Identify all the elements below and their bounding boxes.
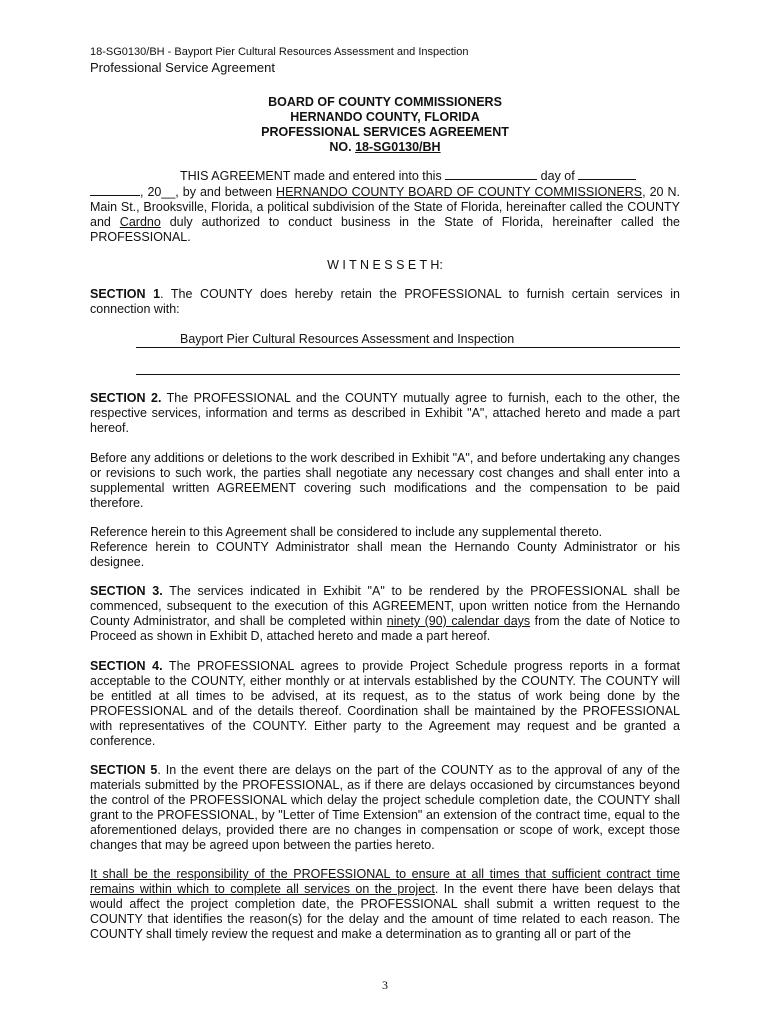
month-blank xyxy=(578,168,636,180)
agreement-title xyxy=(90,95,680,155)
month-blank-cont xyxy=(90,184,140,196)
section-4: SECTION 4. The PROFESSIONAL agrees to provide Project Schedule progress reports in a format acceptable to the COUNTY, either monthly or at intervals established by the COUNTY. The COUNTY will be entitled at all times to be advised, at its request, as to the status of work being done by the PROFESSIONAL and of the details thereof. Coordination shall be maintained by the PROFESSIONAL with representatives of the COUNTY. Either party to the Agreement may request and be granted a conference. xyxy=(90,659,680,748)
agreement-number: 18-SG0130/BH xyxy=(355,140,441,154)
intro-paragraph: THIS AGREEMENT made and entered into this day of , 20__, by and between HERNANDO COUNTY BOARD OF COUNTY COMMISSIONERS, 20 N. Main St., Brooksville, Florida, a political subdivision of the State of Florida, hereinafter called the COUNTY and Cardno duly authorized to conduct business in the State of Florida, hereinafter called the PROFESSIONAL. xyxy=(90,169,680,244)
title-line-2: HERNANDO COUNTY, FLORIDA xyxy=(290,110,480,124)
title-line-3: PROFESSIONAL SERVICES AGREEMENT xyxy=(261,125,509,139)
completion-period: ninety (90) calendar days xyxy=(386,614,531,628)
section-5: SECTION 5. In the event there are delays on the part of the COUNTY as to the approval of any of the materials submitted by the PROFESSIONAL, as if there are delays occasioned by circumstances beyond the control of the PROFESSIONAL which delay the project schedule completion date, the COUNTY shall grant to the PROFESSIONAL, by "Letter of Time Extension" an extension of the contract time, equal to the aforementioned delays, provided there are no changes in compensation or scope of work, except those changes that may be agreed upon between the parties hereto. xyxy=(90,763,680,852)
witnesseth-heading: W I T N E S S E T H: xyxy=(327,258,443,272)
date-blank xyxy=(445,168,537,180)
section-2: SECTION 2. The PROFESSIONAL and the COUNTY mutually agree to furnish, each to the other, the respective services, information and terms as described in Exhibit "A", attached hereto and made a part hereof. xyxy=(90,391,680,435)
title-line-4: NO. 18-SG0130/BH xyxy=(329,140,441,154)
title-line-1: BOARD OF COUNTY COMMISSIONERS xyxy=(268,95,502,109)
county-name: HERNANDO COUNTY BOARD OF COUNTY COMMISSIONERS xyxy=(276,185,643,199)
running-header-title: 18-SG0130/BH - Bayport Pier Cultural Resources Assessment and Inspection xyxy=(90,46,469,58)
section-3: SECTION 3. The services indicated in Exhibit "A" to be rendered by the PROFESSIONAL shall be commenced, subsequent to the execution of this AGREEMENT, upon written notice from the Hernando County Administrator, and shall be completed within ninety (90) calendar days from the date of Notice to Proceed as shown in Exhibit D, attached hereto and made a part hereof. xyxy=(90,584,681,643)
page-number: 3 xyxy=(382,978,388,992)
section-5-paragraph-2: It shall be the responsibility of the PROFESSIONAL to ensure at all times that sufficient contract time remains within which to complete all services on the project. In the event there have been delays that would affect the project completion date, the PROFESSIONAL shall submit a written request to the COUNTY that identifies the reason(s) for the delay and the amount of time related to each reason. The COUNTY shall timely review the request and make a determination as to granting all or part of the xyxy=(90,867,680,941)
section-1: SECTION 1. The COUNTY does hereby retain the PROFESSIONAL to furnish certain services in connection with: xyxy=(90,287,680,316)
project-name: Bayport Pier Cultural Resources Assessment and Inspection xyxy=(180,332,515,346)
running-header-subtitle: Professional Service Agreement xyxy=(90,60,275,75)
section-2-paragraph-2: Before any additions or deletions to the work described in Exhibit "A", and before undertaking any changes or revisions to such work, the parties shall negotiate any necessary cost changes and shall enter into a supplemental written AGREEMENT covering such modifications and the compensation to be paid therefore. xyxy=(90,451,680,510)
section-1-project xyxy=(90,332,680,348)
professional-name: Cardno xyxy=(119,215,161,229)
section-1-blank-line xyxy=(90,360,680,375)
section-2-paragraph-3: Reference herein to this Agreement shall be considered to include any supplemental thereto. Reference herein to COUNTY Administrator shall mean the Hernando County Administrator or his designee. xyxy=(90,525,680,569)
